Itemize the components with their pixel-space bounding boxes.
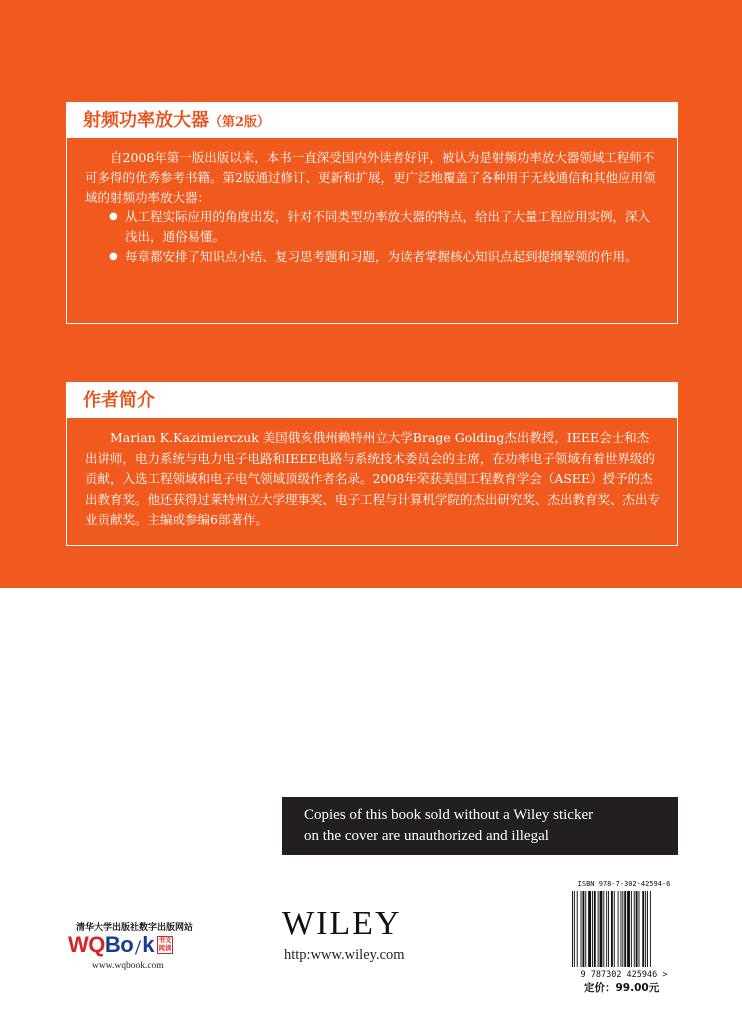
price-label: 定价：99.00元: [584, 982, 660, 994]
notice-line-2: on the cover are unauthorized and illegal: [304, 828, 549, 844]
publisher-url: www.wqbook.com: [92, 961, 164, 971]
barcode-digits: 9 787302 425946 >: [580, 970, 668, 979]
feature-item: ● 从工程实际应用的角度出发，针对不同类型功率放大器的特点，给出了大量工程应用实例，深入浅出，通俗易懂。: [125, 207, 661, 247]
feature-item: ● 每章都安排了知识点小结、复习思考题和习题，为读者掌握核心知识点起到提纲挈领的作用。: [125, 247, 661, 267]
book-intro-header: [67, 103, 677, 138]
barcode-graphic: [568, 889, 680, 979]
author-header: 作者简介: [67, 383, 677, 418]
wiley-logo: WILEY: [282, 905, 402, 942]
author-body: [67, 418, 677, 531]
wqbook-logo: [68, 932, 173, 958]
book-intro-paragraph: 自2008年第一版出版以来，本书一直深受国内外读者好评，被认为是射频功率放大器领域工程师不可多得的优秀参考书籍。第2版通过修订、更新和扩展，更广泛地覆盖了各种用于无线通信和其他应用领域的射频功率放大器：: [85, 150, 656, 205]
publisher-site-label: 清华大学出版社数字出版网站: [76, 923, 194, 933]
sticker-notice: [282, 797, 678, 855]
author-box: [66, 382, 678, 546]
logo-k-text: k: [142, 932, 154, 957]
edition-label: （第2版）: [209, 115, 271, 130]
isbn-text: ISBN 978-7-302-42594-6: [577, 880, 671, 888]
book-intro-box: [66, 102, 678, 324]
seal-icon: 书文阅读: [158, 937, 172, 952]
notice-line-1: Copies of this book sold without a Wiley sticker: [304, 807, 594, 823]
pen-icon: [133, 936, 142, 954]
feature-list: [85, 207, 661, 266]
barcode: [568, 889, 680, 979]
logo-bo-text: Bo: [104, 932, 134, 957]
book-intro-body: [67, 138, 677, 267]
logo-wq-text: WQ: [68, 932, 105, 957]
author-paragraph: Marian K.Kazimierczuk 美国俄亥俄州赖特州立大学Brage Golding杰出教授，IEEE会士和杰出讲师，电力系统与电力电子电路和IEEE电路与系统技术委员会的主席，在功率电子领域有着世界级的贡献，入选工程领域和电子电气领域顶级作者名录。2008年荣获美国工程教育学会（ASEE）授予的杰出教育奖。他还获得过莱特州立大学理事奖、电子工程与计算机学院的杰出研究奖、杰出教育奖、杰出专业贡献奖。主编或参编6部著作。: [85, 430, 661, 527]
wiley-url: http:www.wiley.com: [284, 947, 405, 963]
book-title: 射频功率放大器: [83, 110, 209, 131]
